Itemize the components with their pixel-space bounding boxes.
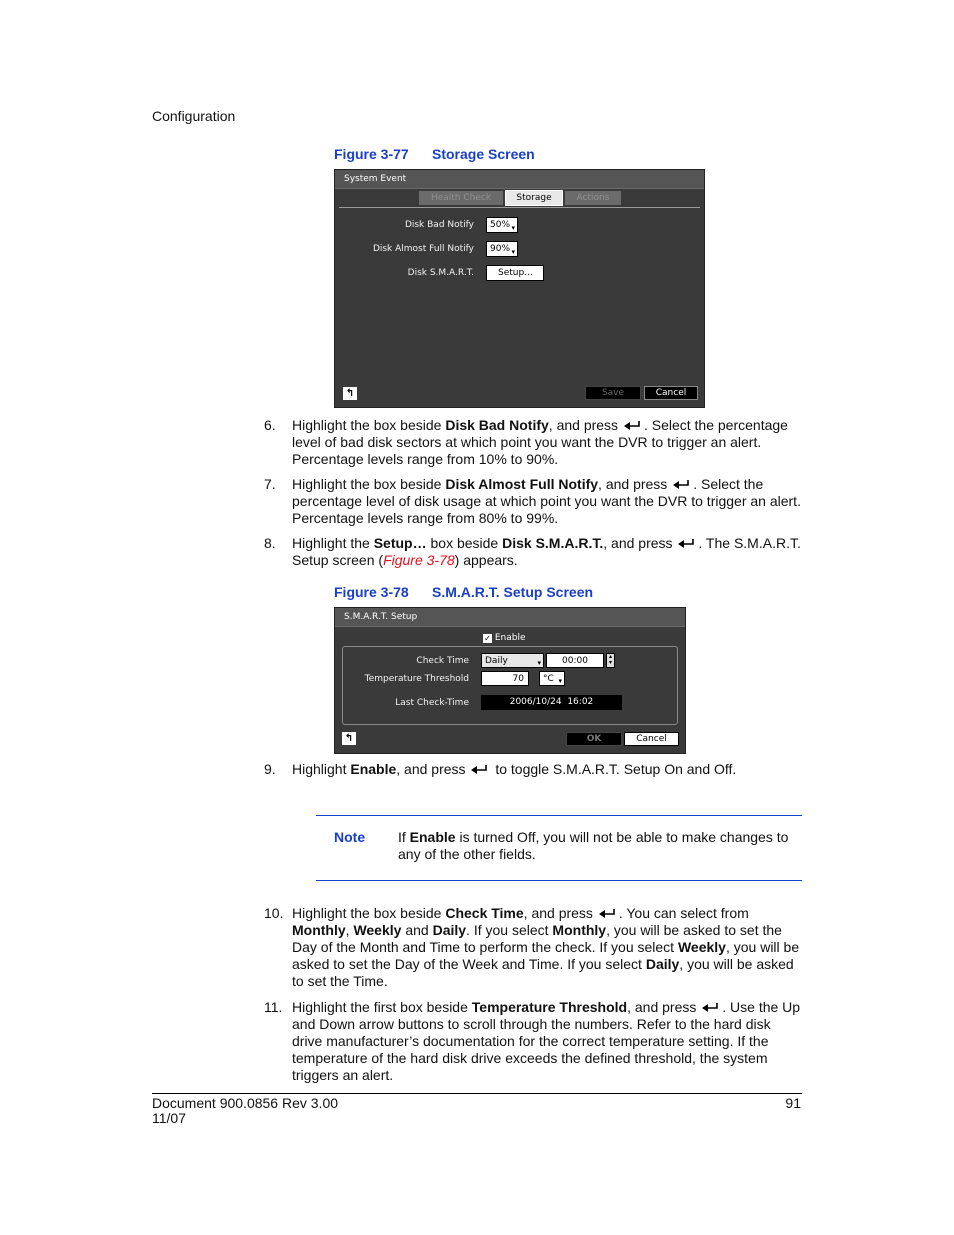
enter-key-icon [470, 764, 490, 776]
check-time-label: Check Time [416, 656, 469, 666]
text: Highlight [292, 761, 351, 777]
select-value: Daily [485, 656, 508, 666]
back-icon[interactable]: ↰ [343, 387, 357, 400]
bold-term: Weekly [353, 922, 402, 938]
tab-health-check[interactable]: Health Check [419, 191, 503, 205]
ok-button[interactable]: OK [566, 732, 622, 746]
text: , and press [396, 761, 470, 777]
select-value: 90% [490, 244, 511, 254]
enter-key-icon [672, 479, 692, 491]
storage-screen [334, 169, 705, 408]
text: , and press [603, 535, 677, 551]
window-title: S.M.A.R.T. Setup [335, 608, 685, 627]
bold-term: Disk S.M.A.R.T. [502, 535, 604, 551]
temperature-threshold-input[interactable]: 70 [481, 671, 529, 686]
step-number: 8. [264, 535, 276, 551]
bold-term: Enable [350, 761, 397, 777]
step-number: 6. [264, 417, 276, 433]
disk-bad-notify-label: Disk Bad Notify [404, 220, 474, 230]
text: . If you select [466, 922, 553, 938]
text: , and press [548, 417, 622, 433]
select-value: °C [543, 674, 554, 684]
text: , and press [627, 999, 701, 1015]
save-button[interactable]: Save [585, 386, 641, 400]
footer-date: 11/07 [152, 1110, 186, 1126]
tab-actions[interactable]: Actions [565, 191, 621, 205]
enter-key-icon [598, 908, 618, 920]
bold-term: Monthly [552, 922, 607, 938]
step-number: 11. [264, 999, 283, 1015]
chevron-down-icon: ▾ [511, 224, 515, 232]
bold-term: Disk Bad Notify [445, 417, 549, 433]
figure-number: Figure 3-77 [334, 146, 409, 162]
step-8 [264, 535, 804, 569]
text: , and press [598, 476, 672, 492]
text: . You can select from [618, 905, 749, 921]
text: is turned Off, you will not be able to make changes to any of the other fields. [398, 829, 789, 862]
figure-caption-3-77 [334, 146, 535, 162]
disk-smart-label: Disk S.M.A.R.T. [407, 268, 474, 278]
disk-bad-notify-select[interactable] [486, 217, 518, 233]
back-icon[interactable]: ↰ [342, 732, 356, 745]
chevron-down-icon: ▾ [511, 248, 515, 256]
step-9 [264, 761, 804, 778]
text: ) appears. [454, 552, 518, 568]
step-number: 9. [264, 761, 276, 777]
step-6 [264, 417, 804, 468]
text: , you will be asked to set the Time. [292, 956, 794, 989]
running-header: Configuration [152, 108, 236, 124]
figure-title: Storage Screen [432, 146, 535, 162]
footer-rule [152, 1093, 802, 1094]
text: . Use the Up and Down arrow buttons to scroll through the numbers. Refer to the hard disk drive manufacturer’s documentation for the correct temperature setting. If the temperature of the hard disk drive exceeds the defined threshold, the system triggers an alert. [292, 999, 801, 1083]
step-number: 10. [264, 905, 284, 921]
note-bottom-rule [316, 880, 802, 881]
text: , and press [523, 905, 597, 921]
text: , you will be asked to set the Day of the Month and Time to perform the check. If you select [292, 922, 782, 955]
disk-almost-full-select[interactable] [486, 241, 518, 257]
text: If [398, 829, 410, 845]
enter-key-icon [623, 420, 643, 432]
step-number: 7. [264, 476, 276, 492]
text: . Select the percentage level of bad disk sectors at which point you want the DVR to trigger an alert. Percentage levels range from 10% to 90%. [292, 417, 788, 467]
time-spinner[interactable] [606, 653, 615, 668]
bold-term: Monthly [292, 922, 346, 938]
text: box beside [426, 535, 503, 551]
cancel-button[interactable]: Cancel [624, 732, 679, 746]
last-check-time-label: Last Check-Time [395, 698, 469, 708]
enter-key-icon [677, 538, 697, 550]
footer-doc-id: Document 900.0856 Rev 3.00 [152, 1095, 339, 1111]
enable-checkbox-row[interactable] [483, 632, 526, 644]
temperature-unit-select[interactable] [539, 671, 565, 686]
time-input[interactable]: 00:00 [546, 653, 604, 668]
text: , you will be asked to set the Day of the Week and Time. If you select [292, 939, 800, 972]
checkbox-checked-icon[interactable]: ✓ [484, 634, 491, 643]
bold-term: Setup… [373, 535, 427, 551]
select-value: 50% [490, 220, 511, 230]
text: and [401, 922, 433, 938]
enter-key-icon [701, 1002, 721, 1014]
spinner-up-icon[interactable]: ▴ [608, 653, 612, 660]
temperature-threshold-label: Temperature Threshold [364, 674, 469, 684]
text: Highlight the first box beside [292, 999, 472, 1015]
spinner-down-icon[interactable]: ▾ [608, 659, 612, 666]
tab-divider [339, 207, 700, 208]
step-11 [264, 999, 804, 1084]
text: , [345, 922, 354, 938]
bold-term: Daily [645, 956, 680, 972]
check-time-select[interactable] [481, 653, 544, 668]
bold-term: Daily [432, 922, 467, 938]
figure-number: Figure 3-78 [334, 584, 409, 600]
cancel-button[interactable]: Cancel [644, 386, 698, 400]
text: Highlight the [292, 535, 374, 551]
bold-term: Enable [409, 829, 456, 845]
enable-label: Enable [494, 633, 526, 643]
text: Highlight the box beside [292, 476, 446, 492]
step-10 [264, 905, 804, 990]
step-7 [264, 476, 804, 527]
tab-storage[interactable]: Storage [505, 190, 563, 206]
text: . Select the percentage level of disk usage at which point you want the DVR to trigger an alert. Percentage levels range from 80% to 99%. [292, 476, 801, 526]
note-text [398, 829, 798, 863]
figure-caption-3-78 [334, 584, 593, 600]
text: Highlight the box beside [292, 905, 446, 921]
text: Highlight the box beside [292, 417, 446, 433]
disk-almost-full-label: Disk Almost Full Notify [372, 244, 474, 254]
note-top-rule [316, 815, 802, 816]
figure-title: S.M.A.R.T. Setup Screen [432, 584, 594, 600]
text: . The S.M.A.R.T. Setup screen ( [292, 535, 801, 568]
page-number: 91 [785, 1095, 801, 1111]
bold-term: Check Time [445, 905, 524, 921]
window-title: System Event [335, 170, 704, 189]
bold-term: Weekly [677, 939, 726, 955]
chevron-down-icon: ▾ [558, 677, 562, 685]
bold-term: Temperature Threshold [471, 999, 628, 1015]
smart-setup-screen [334, 607, 686, 754]
note-label: Note [334, 829, 366, 845]
last-check-time-value: 2006/10/24 16:02 [481, 695, 622, 710]
text: to toggle S.M.A.R.T. Setup On and Off. [491, 761, 737, 777]
smart-setup-button[interactable]: Setup... [486, 265, 544, 281]
bold-term: Disk Almost Full Notify [445, 476, 599, 492]
chevron-down-icon: ▾ [537, 659, 541, 667]
figure-reference-link[interactable]: Figure 3-78 [383, 552, 455, 568]
